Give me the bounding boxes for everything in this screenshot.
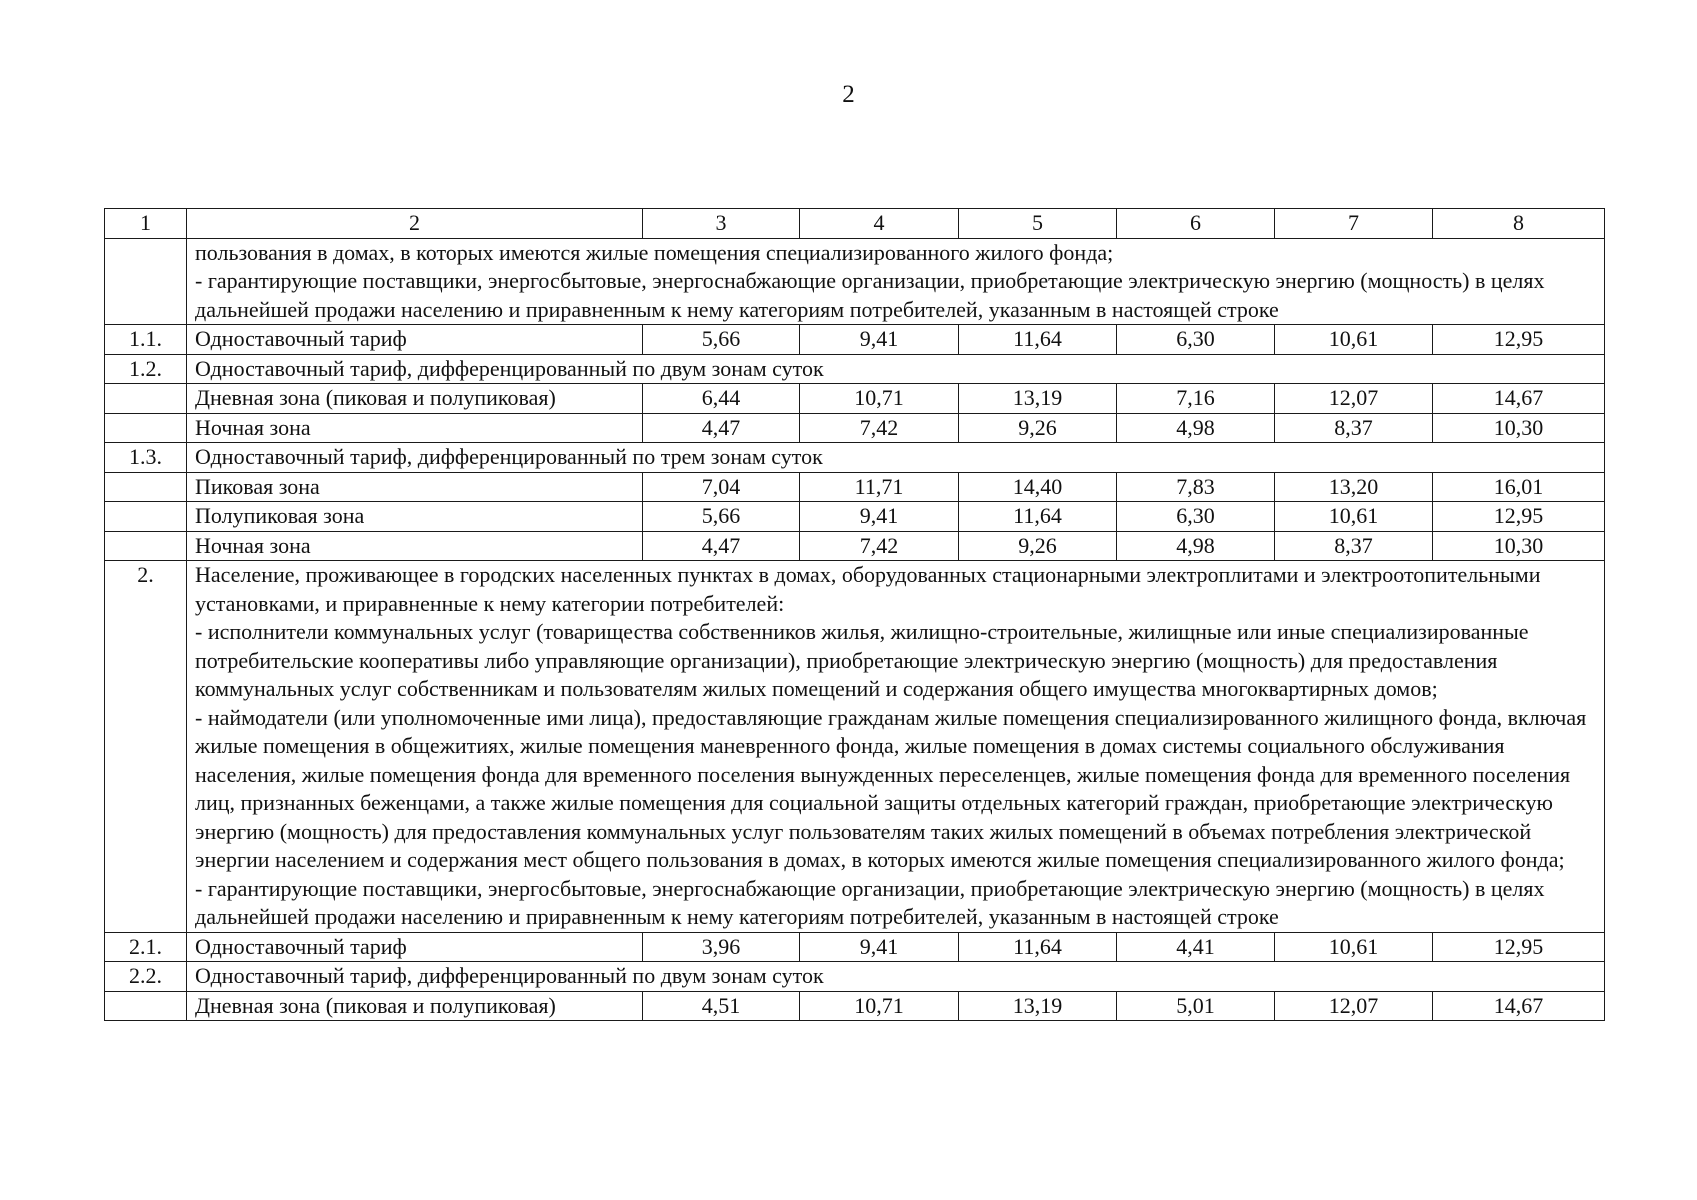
category-description <box>187 561 1605 933</box>
description-paragraph: - наймодатели (или уполномоченные ими лица), предоставляющие гражданам жилые помещения специализированного жилищного фонда, включая жилые помещения в общежитиях, жилые помещения маневренного фонда, жилые помещения в домах системы социального обслуживания населения, жилые помещения фонда для временного поселения вынужденных переселенцев, жилые помещения фонда для временного поселения лиц, признанных беженцами, а также жилые помещения для социальной защиты отдельных категорий граждан, приобретающие электрическую энергию (мощность) для предоставления коммунальных услуг пользователям таких жилых помещений в объемах потребления электрической энергии населением и содержания мест общего пользования в домах, в которых имеются жилые помещения специализированного жилого фонда; <box>195 704 1587 872</box>
tariff-label: Одноставочный тариф <box>187 325 643 355</box>
row-number: 1.1. <box>105 325 187 355</box>
tariff-value: 11,64 <box>959 502 1117 532</box>
tariff-label: Дневная зона (пиковая и полупиковая) <box>187 384 643 414</box>
tariff-label: Полупиковая зона <box>187 502 643 532</box>
tariff-value: 9,41 <box>800 325 959 355</box>
tariff-value: 10,61 <box>1275 932 1433 962</box>
tariff-value: 3,96 <box>643 932 800 962</box>
tariff-subheader-label: Одноставочный тариф, дифференцированный по трем зонам суток <box>187 443 1605 473</box>
row-number <box>105 238 187 325</box>
tariff-value-row <box>105 531 1605 561</box>
tariff-value: 4,41 <box>1117 932 1275 962</box>
page-number: 2 <box>842 81 855 108</box>
column-header: 3 <box>643 209 800 239</box>
tariff-value: 12,95 <box>1433 325 1605 355</box>
column-number-header-row <box>105 209 1605 239</box>
row-number: 1.3. <box>105 443 187 473</box>
row-number <box>105 384 187 414</box>
tariff-value: 14,40 <box>959 472 1117 502</box>
tariff-subheader-row <box>105 354 1605 384</box>
tariff-subheader-row <box>105 443 1605 473</box>
tariff-value: 5,66 <box>643 502 800 532</box>
tariff-value: 10,71 <box>800 991 959 1021</box>
tariff-value: 5,66 <box>643 325 800 355</box>
category-description-row <box>105 238 1605 325</box>
row-number: 2.2. <box>105 962 187 992</box>
tariff-value: 11,64 <box>959 325 1117 355</box>
tariff-value: 13,19 <box>959 991 1117 1021</box>
tariff-value: 4,98 <box>1117 531 1275 561</box>
tariff-value: 11,64 <box>959 932 1117 962</box>
tariff-label: Дневная зона (пиковая и полупиковая) <box>187 991 643 1021</box>
tariff-value-row <box>105 472 1605 502</box>
row-number <box>105 472 187 502</box>
tariff-value-row <box>105 413 1605 443</box>
tariff-value: 14,67 <box>1433 384 1605 414</box>
column-header: 6 <box>1117 209 1275 239</box>
tariff-value: 9,26 <box>959 413 1117 443</box>
tariff-value: 7,42 <box>800 413 959 443</box>
column-header: 8 <box>1433 209 1605 239</box>
tariff-value: 4,47 <box>643 413 800 443</box>
tariff-value-row <box>105 932 1605 962</box>
tariff-subheader-label: Одноставочный тариф, дифференцированный по двум зонам суток <box>187 354 1605 384</box>
tariff-subheader-row <box>105 962 1605 992</box>
tariff-value: 12,07 <box>1275 384 1433 414</box>
row-number <box>105 502 187 532</box>
tariff-value: 6,30 <box>1117 502 1275 532</box>
tariff-value: 7,16 <box>1117 384 1275 414</box>
tariff-label: Ночная зона <box>187 531 643 561</box>
tariff-value: 4,47 <box>643 531 800 561</box>
tariff-value: 7,42 <box>800 531 959 561</box>
tariff-value: 9,41 <box>800 502 959 532</box>
tariff-value: 5,01 <box>1117 991 1275 1021</box>
row-number: 2. <box>105 561 187 933</box>
column-header: 5 <box>959 209 1117 239</box>
tariff-value: 13,19 <box>959 384 1117 414</box>
row-number <box>105 991 187 1021</box>
tariff-value: 6,44 <box>643 384 800 414</box>
tariff-label: Пиковая зона <box>187 472 643 502</box>
description-paragraph: - гарантирующие поставщики, энергосбытовые, энергоснабжающие организации, приобретающие электрическую энергию (мощность) в целях дальнейшей продажи населению и приравненным к нему категориям потребителей, указанным в настоящей строке <box>195 875 1545 929</box>
tariff-value-row <box>105 502 1605 532</box>
row-number: 1.2. <box>105 354 187 384</box>
tariff-value: 8,37 <box>1275 413 1433 443</box>
tariff-value: 9,26 <box>959 531 1117 561</box>
tariff-value: 11,71 <box>800 472 959 502</box>
column-header: 7 <box>1275 209 1433 239</box>
row-number: 2.1. <box>105 932 187 962</box>
tariff-label: Одноставочный тариф <box>187 932 643 962</box>
tariff-value: 10,61 <box>1275 502 1433 532</box>
tariff-value: 16,01 <box>1433 472 1605 502</box>
tariff-value: 10,30 <box>1433 531 1605 561</box>
column-header: 1 <box>105 209 187 239</box>
tariff-value: 12,07 <box>1275 991 1433 1021</box>
tariff-value: 6,30 <box>1117 325 1275 355</box>
tariff-value: 4,51 <box>643 991 800 1021</box>
tariff-value: 12,95 <box>1433 932 1605 962</box>
tariff-value: 7,04 <box>643 472 800 502</box>
tariff-subheader-label: Одноставочный тариф, дифференцированный по двум зонам суток <box>187 962 1605 992</box>
column-header: 4 <box>800 209 959 239</box>
description-paragraph: - гарантирующие поставщики, энергосбытовые, энергоснабжающие организации, приобретающие электрическую энергию (мощность) в целях дальнейшей продажи населению и приравненным к нему категориям потребителей, указанным в настоящей строке <box>195 268 1545 322</box>
description-paragraph: Население, проживающее в городских населенных пунктах в домах, оборудованных стационарными электроплитами и электроотопительными установками, и приравненные к нему категории потребителей: <box>195 562 1541 616</box>
tariff-value: 10,71 <box>800 384 959 414</box>
category-description <box>187 238 1605 325</box>
tariff-value: 12,95 <box>1433 502 1605 532</box>
tariff-label: Ночная зона <box>187 413 643 443</box>
description-paragraph: пользования в домах, в которых имеются жилые помещения специализированного жилого фонда; <box>195 239 1114 265</box>
tariff-value: 9,41 <box>800 932 959 962</box>
category-description-row <box>105 561 1605 933</box>
tariff-value: 10,30 <box>1433 413 1605 443</box>
tariff-value: 13,20 <box>1275 472 1433 502</box>
row-number <box>105 413 187 443</box>
tariff-value-row <box>105 325 1605 355</box>
tariff-table <box>104 208 1605 1021</box>
description-paragraph: - исполнители коммунальных услуг (товарищества собственников жилья, жилищно-строительные, жилищные или иные специализированные потребительские кооперативы либо управляющие организации), приобретающие электрическую энергию (мощность) для предоставления коммунальных услуг собственникам и пользователям жилых помещений и содержания общего имущества многоквартирных домов; <box>195 619 1529 701</box>
row-number <box>105 531 187 561</box>
tariff-value: 4,98 <box>1117 413 1275 443</box>
tariff-value: 7,83 <box>1117 472 1275 502</box>
tariff-value: 10,61 <box>1275 325 1433 355</box>
tariff-value: 8,37 <box>1275 531 1433 561</box>
tariff-value-row <box>105 384 1605 414</box>
tariff-value-row <box>105 991 1605 1021</box>
column-header: 2 <box>187 209 643 239</box>
tariff-value: 14,67 <box>1433 991 1605 1021</box>
